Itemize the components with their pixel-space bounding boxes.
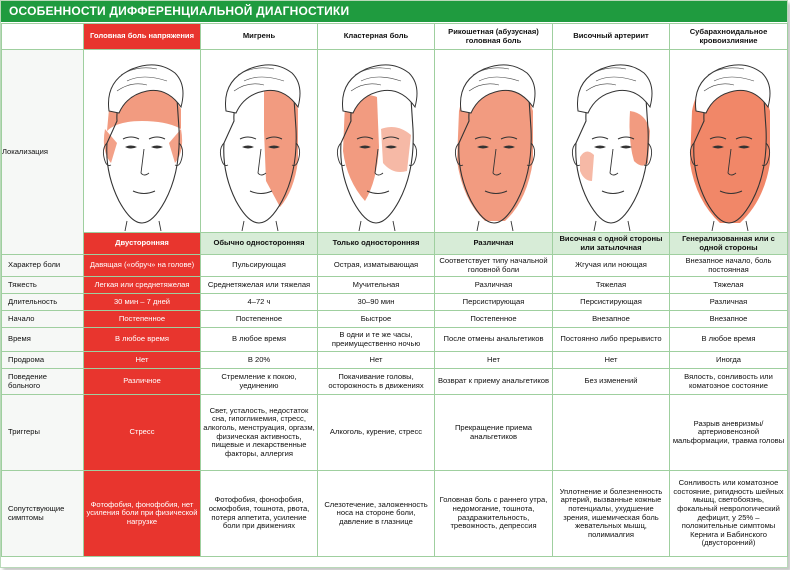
face-cell-migraine [201,50,318,233]
table-row [2,311,788,328]
cell-sah: Различная [670,294,788,311]
cell-cluster: В одни и те же часы, преимущественно ночью [318,328,435,352]
table-row [2,352,788,369]
cell-tension: Постепенное [84,311,201,328]
cell-cluster: Нет [318,352,435,369]
table-row [2,294,788,311]
cell-tension: Стресс [84,395,201,471]
cell-arteritis: Постоянно либо прерывисто [553,328,670,352]
corner-cell [2,24,84,50]
row-label: Тяжесть [2,277,84,294]
cell-migraine: 4–72 ч [201,294,318,311]
cell-cluster: Покачивание головы, осторожность в движениях [318,369,435,395]
cell-rebound: Персистирующая [435,294,553,311]
cell-arteritis: Нет [553,352,670,369]
localization-rebound: Различная [435,233,553,255]
row-label: Поведение больного [2,369,84,395]
cell-rebound: Головная боль с раннего утра, недомогание, тошнота, раздражительность, тревожность, депрессия [435,471,553,557]
cell-rebound: Нет [435,352,553,369]
cell-rebound: Соответствует типу начальной головной боли [435,255,553,277]
localization-arteritis: Височная с одной стороны или затылочная [553,233,670,255]
cell-cluster: Мучительная [318,277,435,294]
migraine-face-illustration [204,51,314,231]
col-header-tension: Головная боль напряжения [84,24,201,50]
col-header-arteritis: Височный артериит [553,24,670,50]
cell-rebound: Прекращение приема анальгетиков [435,395,553,471]
cell-migraine: В любое время [201,328,318,352]
table-row [2,277,788,294]
row-label: Длительность [2,294,84,311]
cell-migraine: Среднетяжелая или тяжелая [201,277,318,294]
row-label: Сопутствующие симптомы [2,471,84,557]
row-label: Характер боли [2,255,84,277]
table-row [2,255,788,277]
cell-cluster: Острая, изматывающая [318,255,435,277]
row-label: Начало [2,311,84,328]
cell-arteritis: Тяжелая [553,277,670,294]
cell-arteritis: Уплотнение и болезненность артерий, вызванные кожные потенциалы, ухудшение зрения, ишемическая боль жевательных мышц, полимиалгия [553,471,670,557]
diagnosis-table [1,23,788,557]
cell-migraine: В 20% [201,352,318,369]
cell-migraine: Свет, усталость, недостаток сна, гипогликемия, стресс, алкоголь, менструация, оргазм, физическая активность, пищевые и лекарственные факторы, аллергия [201,395,318,471]
localization-tension: Двусторонняя [84,233,201,255]
face-cell-sah [670,50,788,233]
cell-arteritis [553,395,670,471]
row-label: Время [2,328,84,352]
cell-migraine: Стремление к покою, уединению [201,369,318,395]
table-row [2,369,788,395]
cell-tension: 30 мин – 7 дней [84,294,201,311]
localization-cluster: Только односторонняя [318,233,435,255]
face-cell-arteritis [553,50,670,233]
cell-tension: Фотофобия, фонофобия, нет усиления боли при физической нагрузке [84,471,201,557]
tension-face-illustration [87,51,197,231]
col-header-cluster: Кластерная боль [318,24,435,50]
title-bar [1,1,787,22]
col-header-rebound: Рикошетная (абузусная) головная боль [435,24,553,50]
cell-cluster: 30–90 мин [318,294,435,311]
cell-migraine: Пульсирующая [201,255,318,277]
cell-tension: В любое время [84,328,201,352]
faces-row [2,50,788,233]
cell-sah: Внезапное начало, боль постоянная [670,255,788,277]
localization-label: Локализация [2,50,84,255]
cluster-face-illustration [321,51,431,231]
cell-rebound: После отмены анальгетиков [435,328,553,352]
page-title: ОСОБЕННОСТИ ДИФФЕРЕНЦИАЛЬНОЙ ДИАГНОСТИКИ [9,4,350,18]
cell-tension: Нет [84,352,201,369]
table-row [2,395,788,471]
header-row [2,24,788,50]
cell-arteritis: Внезапное [553,311,670,328]
cell-arteritis: Без изменений [553,369,670,395]
cell-sah: Сонливость или коматозное состояние, ригидность шейных мышц, светобоязнь, фокальный неврологический дефицит, у 25% – положительные симптомы Кернига и Бабинского (двусторонний) [670,471,788,557]
sah-face-illustration [674,51,784,231]
cell-sah: В любое время [670,328,788,352]
rebound-face-illustration [439,51,549,231]
cell-sah: Тяжелая [670,277,788,294]
localization-row [2,233,788,255]
face-cell-tension [84,50,201,233]
localization-sah: Генерализованная или с одной стороны [670,233,788,255]
cell-tension: Различное [84,369,201,395]
cell-migraine: Фотофобия, фонофобия, осмофобия, тошнота, рвота, потеря аппетита, усиление боли при движениях [201,471,318,557]
cell-cluster: Алкоголь, курение, стресс [318,395,435,471]
cell-rebound: Постепенное [435,311,553,328]
cell-tension: Давящая («обруч» на голове) [84,255,201,277]
cell-sah: Внезапное [670,311,788,328]
row-label: Продрома [2,352,84,369]
arteritis-face-illustration [556,51,666,231]
face-cell-rebound [435,50,553,233]
cell-sah: Разрыв аневризмы/ артериовенозной мальформации, травма головы [670,395,788,471]
cell-rebound: Различная [435,277,553,294]
cell-sah: Вялость, сонливость или коматозное состояние [670,369,788,395]
cell-rebound: Возврат к приему анальгетиков [435,369,553,395]
localization-migraine: Обычно односторонняя [201,233,318,255]
row-label: Триггеры [2,395,84,471]
cell-sah: Иногда [670,352,788,369]
face-cell-cluster [318,50,435,233]
table-row [2,328,788,352]
cell-cluster: Быстрое [318,311,435,328]
cell-arteritis: Персистирующая [553,294,670,311]
cell-arteritis: Жгучая или ноющая [553,255,670,277]
cell-cluster: Слезотечение, заложенность носа на стороне боли, давление в глазнице [318,471,435,557]
cell-migraine: Постепенное [201,311,318,328]
col-header-migraine: Мигрень [201,24,318,50]
cell-tension: Легкая или среднетяжелая [84,277,201,294]
col-header-sah: Субарахноидальное кровоизлияние [670,24,788,50]
table-row [2,471,788,557]
